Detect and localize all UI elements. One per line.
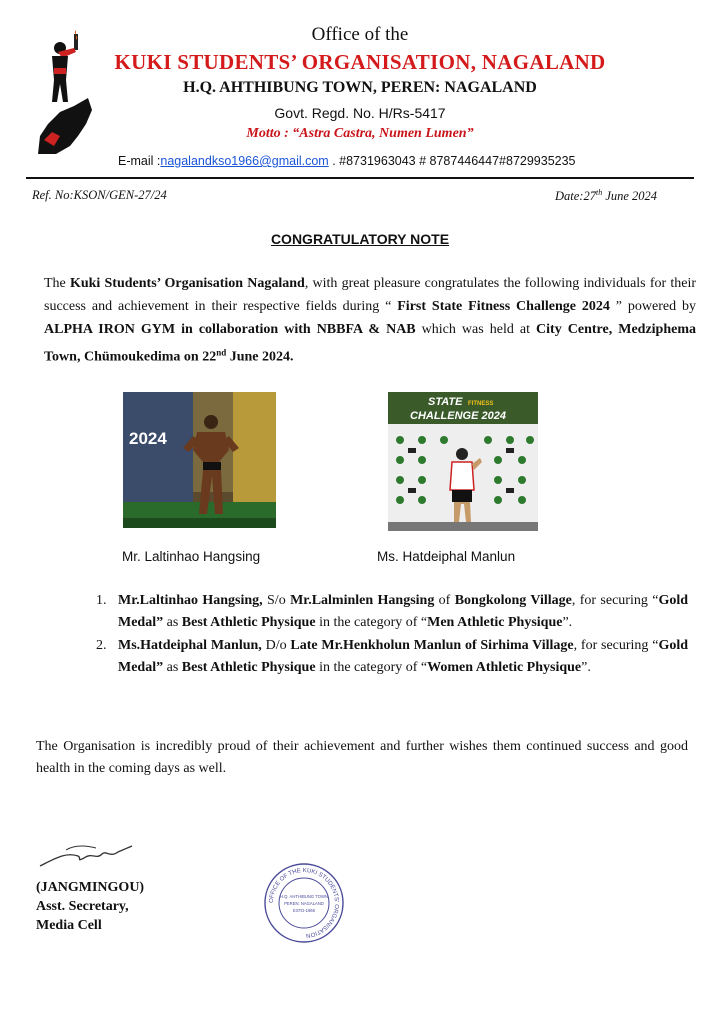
note-title: CONGRATULATORY NOTE [270, 231, 450, 247]
banner-year: 2024 [129, 429, 167, 448]
contact-line [118, 154, 576, 168]
phone-numbers: . #8731963043 # 8787446447#8729935235 [328, 154, 576, 168]
closing-paragraph: The Organisation is incredibly proud of their achievement and further wishes them continued success and good health in the coming days as well. [36, 739, 688, 776]
list-item: 1. Mr.Laltinhao Hangsing, S/o Mr.Lalminlen Hangsing of Bongkolong Village, for securing “Gold Medal” as Best Athletic Physique in the category of “Men Athletic Physique”. [96, 593, 689, 630]
organisation-name: KUKI STUDENTS’ ORGANISATION, NAGALAND [114, 50, 606, 74]
signatory-cell: Media Cell [36, 918, 102, 933]
seal-line2: PEREN: NAGALAND [284, 901, 324, 906]
seal-ring-text: OFFICE OF THE KUKI STUDENTS' ORGANISATION [268, 867, 340, 938]
handwritten-signature [36, 838, 136, 870]
office-of-heading: Office of the [311, 24, 409, 45]
letter-date: Date:27th June 2024 [555, 188, 658, 204]
office-seal-stamp [263, 862, 345, 944]
photo-caption-laltinhao: Mr. Laltinhao Hangsing [122, 549, 261, 564]
letterhead-divider [26, 177, 694, 179]
registration-number: Govt. Regd. No. H/Rs-5417 [274, 105, 446, 121]
headquarters-address: H.Q. AHTHIBUNG TOWN, PEREN: NAGALAND [183, 79, 537, 96]
signatory-designation: Asst. Secretary, [36, 899, 129, 914]
banner-challenge: CHALLENGE 2024 [410, 410, 506, 422]
awardee-list [96, 590, 688, 680]
reference-number: Ref. No:KSON/GEN-27/24 [32, 188, 167, 202]
seal-line3: ESTD-1966 [293, 908, 315, 913]
intro-paragraph: The Kuki Students’ Organisation Nagaland, with great pleasure congratulates the following individuals for their success and achievement in their respective fields during “ First State Fitness Challenge 2024 ” powered by ALPHA IRON GYM in collaboration with NBBFA & NAB which was held at City Centre, Medziphema Town, Chümoukedima on 22nd June 2024. [44, 276, 697, 365]
list-item: 2. Ms.Hatdeiphal Manlun, D/o Late Mr.Henkholun Manlun of Sirhima Village, for securing “Gold Medal” as Best Athletic Physique in the category of “Women Athletic Physique”. [96, 638, 689, 675]
motto: Motto : “Astra Castra, Numen Lumen” [246, 126, 474, 141]
banner-state: STATE [428, 396, 463, 408]
email-label: E-mail : [118, 154, 161, 168]
seal-line1: H.Q. AHTHIBUNG TOWN [279, 894, 329, 899]
photo-hatdeiphal-manlun [388, 392, 538, 531]
signatory-name: (JANGMINGOU) [36, 880, 145, 895]
photo-caption-hatdeiphal: Ms. Hatdeiphal Manlun [377, 549, 516, 564]
banner-fitness: FITNESS [468, 401, 494, 407]
email-link[interactable]: nagalandkso1966@gmail.com [160, 154, 329, 168]
photo-laltinhao-hangsing [123, 392, 276, 528]
